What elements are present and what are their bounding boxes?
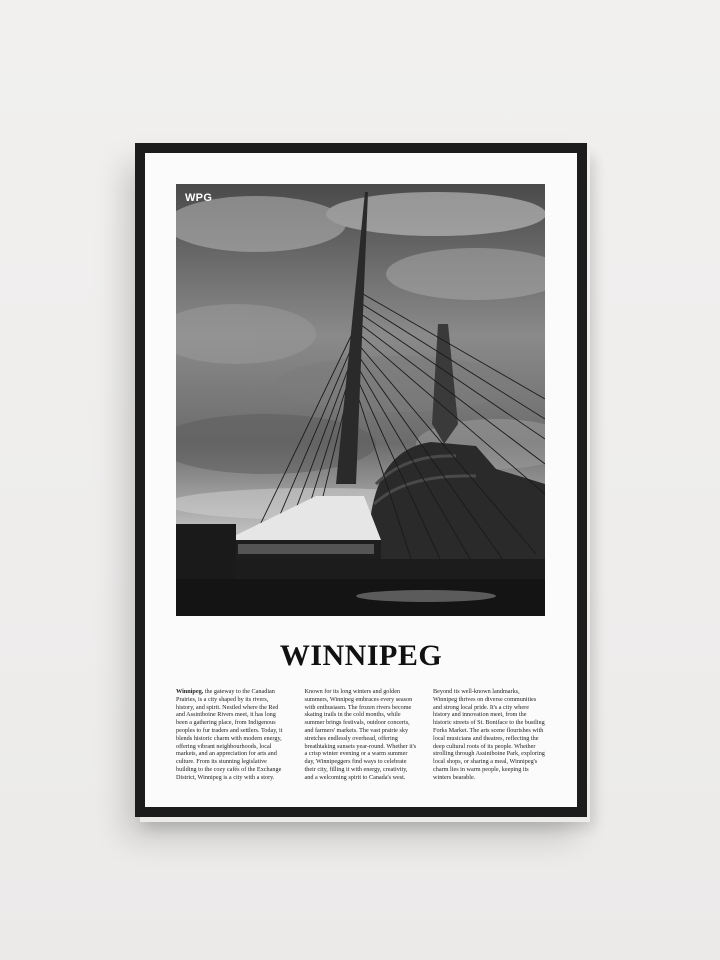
description-column-1 [176, 688, 288, 782]
column-lead-word: Winnipeg, [176, 688, 204, 695]
description-column-3 [433, 688, 545, 782]
photo-illustration [176, 184, 545, 616]
poster-mat [145, 153, 577, 807]
left-buildings [176, 524, 236, 584]
column-text: the gateway to the Canadian Prairies, is a city shaped by its rivers, history, and spirit. Nestled where the Red and Assiniboine Rivers meet, it has long been a gathering place, from Indigenous peoples to fur traders and settlers. Today, it blends historic charm with modern energy, offering vibrant neighbourhoods, local markets, and an appreciation for arts and culture. From its stunning legislative building to the cozy cafés of the Exchange District, Winnipeg is a city with a story. [176, 688, 283, 781]
winnipeg-bridge-photo [176, 184, 545, 616]
column-text: Beyond its well-known landmarks, Winnipeg thrives on diverse communities and strong local pride. It's a city where history and innovation meet, from the historic streets of St. Boniface to the bustling Forks Market. The arts scene flourishes with local musicians and theatres, reflecting the deep cultural roots of its people. Whether strolling through Assiniboine Park, exploring local shops, or sharing a meal, Winnipeg's charm lies in warm people, keeping its winters bearable. [433, 688, 545, 781]
column-text: Known for its long winters and golden summers, Winnipeg embraces every season with enthusiasm. The frozen rivers become skating trails in the cold months, while summer brings festivals, outdoor concerts, and farmers' markets. The vast prairie sky stretches endlessly overhead, offering breathtaking sunsets year-round. Whether it's a crisp winter evening or a warm summer day, Winnipeggers find ways to celebrate their city, filling it with energy, creativity, and a welcoming spirit to Canada's west. [304, 688, 417, 781]
description-column-2 [305, 688, 417, 782]
poster-title: WINNIPEG [279, 639, 443, 672]
poster-frame [135, 143, 587, 817]
description-columns [176, 688, 545, 782]
city-code-badge: WPG [185, 192, 213, 204]
